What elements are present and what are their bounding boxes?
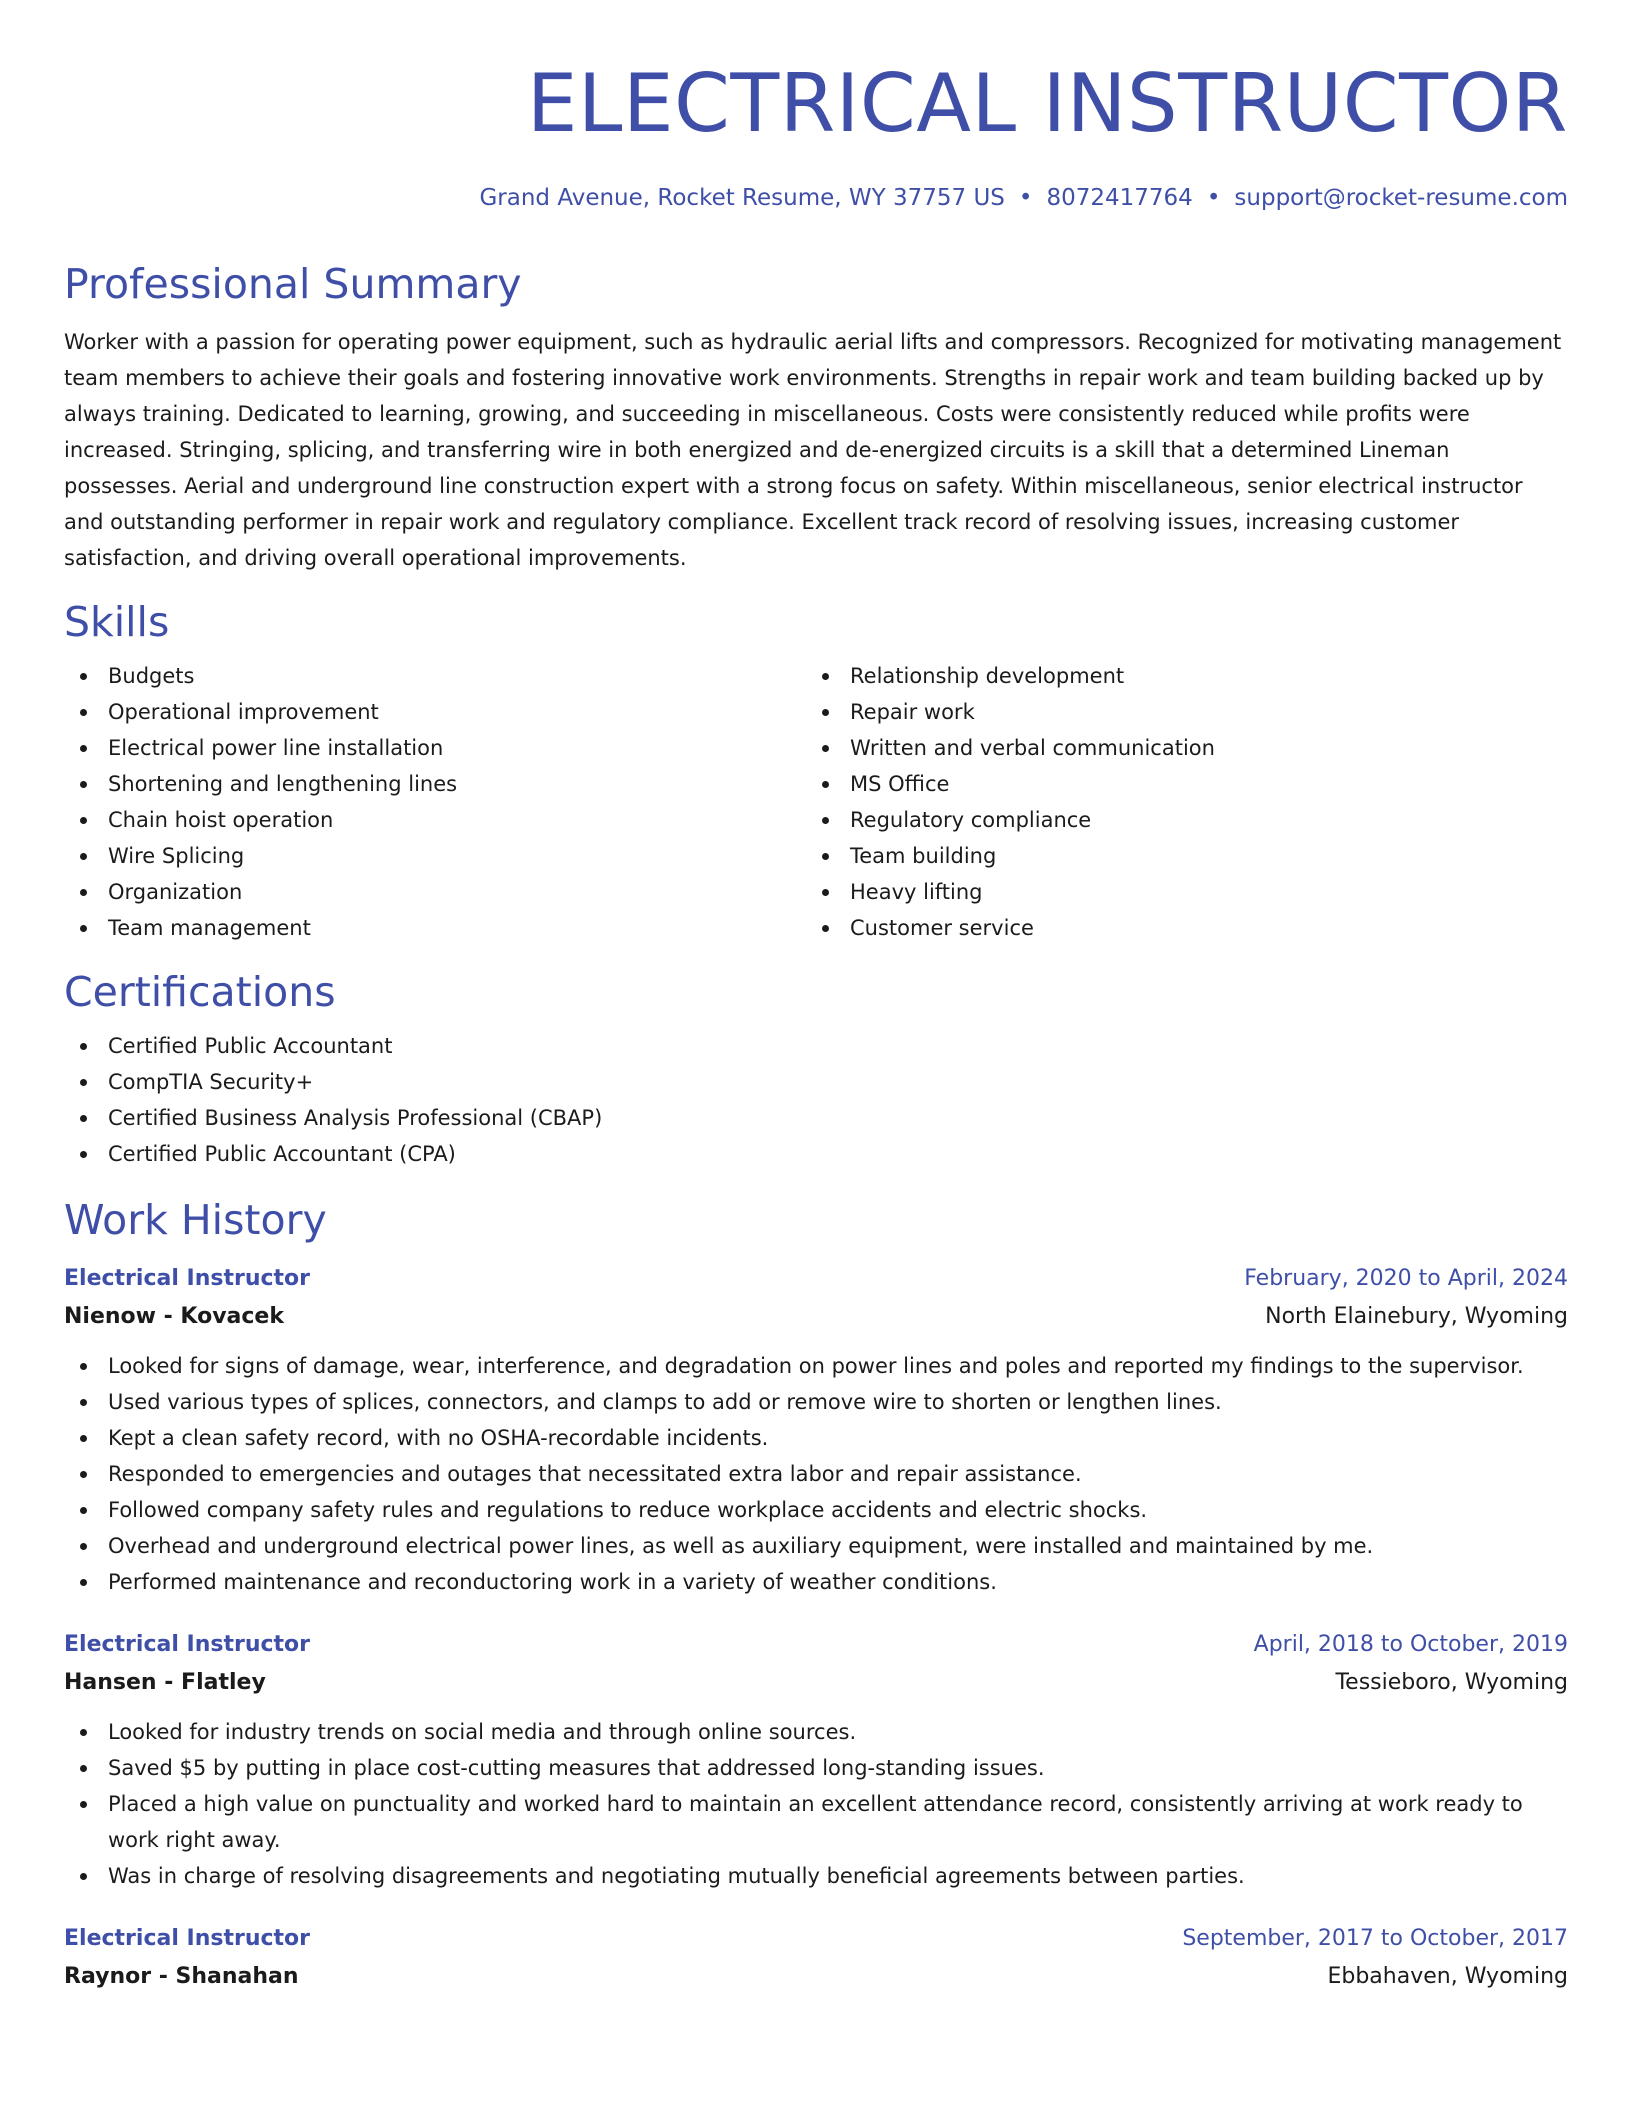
summary-heading: Professional Summary [64, 260, 522, 308]
bullet-dot-icon [80, 1543, 87, 1550]
bullet-dot-icon [80, 1765, 87, 1772]
skill-item-text: Customer service [850, 916, 1034, 940]
bullet-dot-icon [822, 925, 829, 932]
certifications-heading: Certifications [64, 968, 336, 1016]
job-bullet-text: Kept a clean safety record, with no OSHA-recordable incidents. [108, 1426, 769, 1450]
job-bullet-text: Saved $5 by putting in place cost-cutting measures that addressed long-standing issues. [108, 1756, 1045, 1780]
job-bullet [64, 1384, 1568, 1420]
bullet-dot-icon [80, 673, 87, 680]
skill-item-text: Operational improvement [108, 700, 379, 724]
skill-item [64, 730, 806, 766]
certification-item-text: Certified Business Analysis Professional (CBAP) [108, 1106, 603, 1130]
certifications-list [64, 1028, 1568, 1172]
bullet-dot-icon [80, 709, 87, 716]
contact-address: Grand Avenue, Rocket Resume, WY 37757 US [479, 185, 1005, 211]
job-location: Tessieboro, Wyoming [1335, 1670, 1568, 1695]
bullet-dot-icon [80, 1043, 87, 1050]
bullet-dot-icon [822, 889, 829, 896]
bullet-dot-icon [822, 817, 829, 824]
skills-list-left [64, 658, 806, 946]
skill-item-text: Chain hoist operation [108, 808, 334, 832]
certification-item-text: Certified Public Accountant [108, 1034, 393, 1058]
skill-item [64, 874, 806, 910]
job-bullet [64, 1528, 1568, 1564]
bullet-dot-icon [80, 745, 87, 752]
job-bullet [64, 1786, 1568, 1858]
skill-item [806, 838, 1548, 874]
skill-item [806, 730, 1548, 766]
bullet-dot-icon [80, 1873, 87, 1880]
certification-item [64, 1136, 1568, 1172]
contact-phone: 8072417764 [1046, 185, 1193, 211]
skills-heading: Skills [64, 598, 170, 646]
bullet-dot-icon [80, 1435, 87, 1442]
job-bullet-text: Performed maintenance and reconductoring work in a variety of weather conditions. [108, 1570, 997, 1594]
bullet-dot-icon [80, 1115, 87, 1122]
skill-item-text: Budgets [108, 664, 195, 688]
summary-text: Worker with a passion for operating power equipment, such as hydraulic aerial lifts and compressors. Recognized for motivating management team members to achieve their goals and fostering innovative work environments. Strengths in repair work and team building backed up by always training. Dedicated to learning, growing, and succeeding in miscellaneous. Costs were consistently reduced while profits were increased. Stringing, splicing, and transferring wire in both energized and de-energized circuits is a skill that a determined Lineman possesses. Aerial and underground line construction expert with a strong focus on safety. Within miscellaneous, senior electrical instructor and outstanding performer in repair work and regulatory compliance. Excellent track record of resolving issues, increasing customer satisfaction, and driving overall operational improvements. [64, 330, 1562, 570]
job-title-row [64, 1626, 1568, 1664]
certification-item [64, 1064, 1568, 1100]
skill-item [806, 874, 1548, 910]
job-bullet-text: Overhead and underground electrical power lines, as well as auxiliary equipment, were installed and maintained by me. [108, 1534, 1374, 1558]
skill-item-text: Organization [108, 880, 243, 904]
skill-item [64, 658, 806, 694]
job-company: Hansen - Flatley [64, 1670, 266, 1695]
skill-item-text: MS Office [850, 772, 950, 796]
certifications-section [64, 966, 1568, 1172]
bullet-dot-icon [822, 745, 829, 752]
bullet-dot-icon [80, 781, 87, 788]
job-bullet-text: Was in charge of resolving disagreements and negotiating mutually beneficial agreements between parties. [108, 1864, 1245, 1888]
job-dates: April, 2018 to October, 2019 [1253, 1632, 1568, 1657]
bullet-dot-icon [80, 1471, 87, 1478]
job-bullet [64, 1564, 1568, 1600]
job-dates: February, 2020 to April, 2024 [1244, 1266, 1568, 1291]
certification-item-text: Certified Public Accountant (CPA) [108, 1142, 456, 1166]
job-bullet [64, 1858, 1568, 1894]
skills-list-right [806, 658, 1548, 946]
skill-item-text: Regulatory compliance [850, 808, 1092, 832]
job-title-row [64, 1260, 1568, 1298]
bullet-dot-icon [822, 673, 829, 680]
skill-item-text: Relationship development [850, 664, 1125, 688]
summary-section [64, 258, 1568, 576]
skill-item [64, 766, 806, 802]
job-bullet-list [64, 1714, 1568, 1894]
bullet-dot-icon [80, 889, 87, 896]
certification-item-text: CompTIA Security+ [108, 1070, 314, 1094]
contact-line [64, 182, 1568, 214]
job-bullet-text: Placed a high value on punctuality and worked hard to maintain an excellent attendance record, consistently arriving at work ready to work right away. [108, 1792, 1523, 1852]
work-history-heading: Work History [64, 1196, 327, 1244]
bullet-dot-icon [80, 1579, 87, 1586]
job-dates: September, 2017 to October, 2017 [1182, 1926, 1568, 1951]
contact-separator: • [1018, 185, 1033, 211]
skill-item [806, 802, 1548, 838]
skill-item [806, 910, 1548, 946]
work-history-section [64, 1194, 1568, 1996]
job-bullet-text: Followed company safety rules and regulations to reduce workplace accidents and electric shocks. [108, 1498, 1148, 1522]
skill-item [64, 802, 806, 838]
bullet-dot-icon [80, 925, 87, 932]
job-entry [64, 1920, 1568, 1996]
job-company: Raynor - Shanahan [64, 1964, 299, 1989]
certification-item [64, 1028, 1568, 1064]
skill-item [64, 910, 806, 946]
bullet-dot-icon [80, 1801, 87, 1808]
job-company-row [64, 1664, 1568, 1702]
skill-item [64, 694, 806, 730]
skill-item [806, 694, 1548, 730]
job-company-row [64, 1958, 1568, 1996]
skills-section [64, 596, 1568, 946]
skill-item-text: Repair work [850, 700, 975, 724]
job-entry [64, 1260, 1568, 1600]
skill-item-text: Written and verbal communication [850, 736, 1215, 760]
job-company: Nienow - Kovacek [64, 1304, 284, 1329]
job-entry [64, 1626, 1568, 1894]
job-bullet [64, 1750, 1568, 1786]
job-bullet-text: Looked for industry trends on social media and through online sources. [108, 1720, 857, 1744]
job-bullet-text: Responded to emergencies and outages that necessitated extra labor and repair assistance. [108, 1462, 1082, 1486]
job-bullet [64, 1456, 1568, 1492]
bullet-dot-icon [822, 853, 829, 860]
resume-header [64, 56, 1568, 214]
bullet-dot-icon [80, 817, 87, 824]
skill-item [64, 838, 806, 874]
resume-name: ELECTRICAL INSTRUCTOR [526, 57, 1568, 150]
bullet-dot-icon [80, 1079, 87, 1086]
skill-item-text: Shortening and lengthening lines [108, 772, 458, 796]
job-title: Electrical Instructor [64, 1266, 311, 1291]
job-bullet-text: Used various types of splices, connectors, and clamps to add or remove wire to shorten or lengthen lines. [108, 1390, 1222, 1414]
certification-item [64, 1100, 1568, 1136]
bullet-dot-icon [80, 1507, 87, 1514]
skills-columns [64, 658, 1568, 946]
contact-email: support@rocket-resume.com [1234, 185, 1568, 211]
skill-item-text: Team management [108, 916, 311, 940]
skill-item-text: Electrical power line installation [108, 736, 444, 760]
job-title: Electrical Instructor [64, 1632, 311, 1657]
skill-item [806, 658, 1548, 694]
job-location: Ebbahaven, Wyoming [1327, 1964, 1568, 1989]
job-bullet-text: Looked for signs of damage, wear, interference, and degradation on power lines and poles and reported my findings to the supervisor. [108, 1354, 1524, 1378]
job-title-row [64, 1920, 1568, 1958]
bullet-dot-icon [80, 853, 87, 860]
job-bullet [64, 1492, 1568, 1528]
bullet-dot-icon [80, 1151, 87, 1158]
skill-item-text: Team building [850, 844, 997, 868]
job-bullet-list [64, 1348, 1568, 1600]
job-bullet [64, 1714, 1568, 1750]
skill-item-text: Heavy lifting [850, 880, 983, 904]
job-location: North Elainebury, Wyoming [1265, 1304, 1568, 1329]
bullet-dot-icon [80, 1399, 87, 1406]
job-title: Electrical Instructor [64, 1926, 311, 1951]
skill-item-text: Wire Splicing [108, 844, 245, 868]
job-bullet [64, 1348, 1568, 1384]
bullet-dot-icon [822, 709, 829, 716]
contact-separator: • [1206, 185, 1221, 211]
job-bullet [64, 1420, 1568, 1456]
skill-item [806, 766, 1548, 802]
bullet-dot-icon [80, 1729, 87, 1736]
job-list [64, 1260, 1568, 1996]
bullet-dot-icon [822, 781, 829, 788]
job-company-row [64, 1298, 1568, 1336]
bullet-dot-icon [80, 1363, 87, 1370]
